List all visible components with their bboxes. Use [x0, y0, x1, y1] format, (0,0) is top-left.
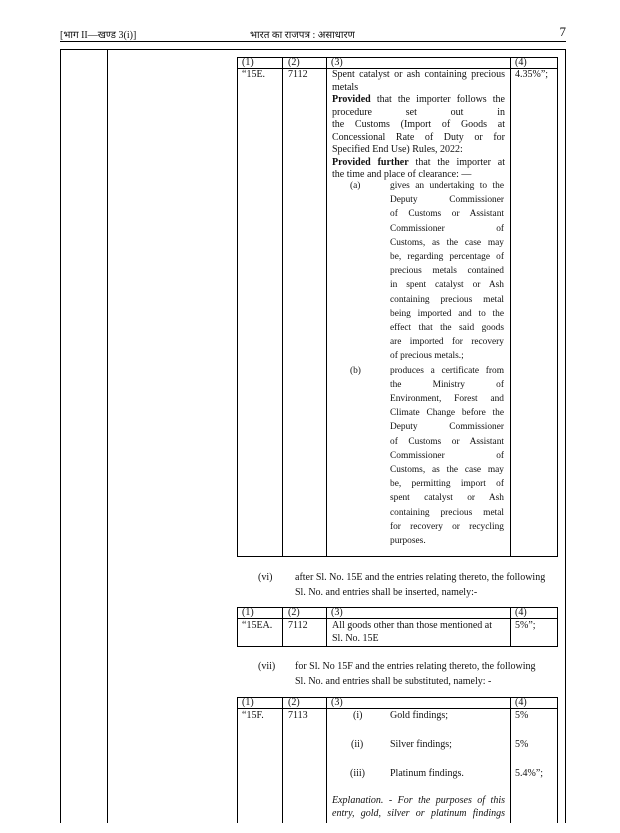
proviso-lead: Provided	[332, 94, 371, 105]
table-15f-col-divider	[510, 697, 511, 823]
table-15f-col-divider	[282, 697, 283, 823]
table-15ea-header-rule	[237, 618, 558, 619]
table-15e-col-divider	[282, 57, 283, 557]
clause-line: be, regarding percentage of	[390, 252, 504, 262]
page-number: 7	[559, 24, 566, 39]
clause-line: for recovery or recycling	[390, 521, 504, 532]
clause-line: produces a certificate from	[390, 365, 504, 376]
proviso-lead: Provided further	[332, 156, 409, 168]
col-head-3: (3)	[331, 57, 343, 68]
proviso-text: that the importer at	[415, 156, 505, 168]
col-head-1: (1)	[242, 607, 254, 618]
table-15f-col-divider	[326, 697, 327, 823]
table-15e-col-divider	[326, 57, 327, 557]
clause-line: precious metals contained	[390, 266, 504, 277]
proviso-line: Concessional Rate of Duty or for	[332, 131, 505, 143]
proviso-line: Specified End Use) Rules, 2022:	[332, 144, 463, 155]
outer-right-border	[565, 49, 566, 823]
outer-top-border	[60, 49, 566, 50]
page-header	[60, 25, 566, 42]
table-15f-header-rule	[237, 708, 558, 709]
col-head-2: (2)	[288, 697, 300, 708]
clause-line: Deputy Commissioner	[390, 195, 504, 206]
duty-rate: 5%	[515, 710, 529, 721]
clause-line: be, permitting import of	[390, 479, 504, 490]
duty-rate: 5.4%”;	[515, 768, 544, 779]
instruction-line: Sl. No. and entries shall be substituted, namely: -	[295, 676, 492, 687]
col-head-1: (1)	[242, 57, 254, 68]
clause-line: gives an undertaking to the	[390, 181, 504, 191]
clause-line: Customs, as the case may	[390, 237, 504, 248]
proviso-line: the time and place of clearance: —	[332, 169, 472, 180]
clause-line: are imported for recovery	[390, 337, 504, 348]
clause-line: in spent catalyst or Ash	[390, 280, 504, 291]
description-line: Spent catalyst or ash containing precious	[332, 69, 505, 80]
tariff-heading: 7112	[288, 620, 308, 631]
serial-number: “15EA.	[242, 620, 273, 631]
proviso-text: that the importer follows the	[376, 94, 505, 105]
description-line: Sl. No. 15E	[332, 632, 379, 644]
clause-line: being imported and to the	[390, 308, 504, 319]
col-head-4: (4)	[515, 697, 527, 708]
clause-line: containing precious metal	[390, 507, 504, 518]
serial-number: “15E.	[242, 69, 266, 80]
clause-line: Customs, as the case may	[390, 465, 504, 475]
proviso-line: procedure set out in	[332, 106, 505, 118]
table-15ea-col-divider	[282, 607, 283, 647]
col-head-4: (4)	[515, 607, 527, 618]
duty-rate: 5%”;	[515, 620, 536, 631]
duty-rate: 4.35%”;	[515, 69, 549, 80]
clause-line: the Ministry of	[390, 379, 504, 390]
tariff-heading: 7112	[288, 69, 308, 80]
table-15ea-col-divider	[326, 607, 327, 647]
clause-line: Environment, Forest and	[390, 394, 504, 404]
col-head-2: (2)	[288, 57, 300, 68]
proviso-first-line	[332, 157, 505, 169]
outer-left-border	[60, 49, 61, 823]
table-15ea-col-divider	[510, 607, 511, 647]
explanation-line: Explanation. - For the purposes of this	[332, 795, 505, 806]
clause-line: of Customs or Assistant	[390, 209, 504, 220]
clause-line: Climate Change before the	[390, 408, 504, 419]
description-line: All goods other than those mentioned at	[332, 620, 492, 631]
clause-line: of precious metals.;	[390, 351, 464, 362]
proviso-line: the Customs (Import of Goods at	[332, 119, 505, 130]
table-15e-col-divider	[510, 57, 511, 557]
sub-item-number: (ii)	[351, 739, 364, 750]
instruction-line: after Sl. No. 15E and the entries relating thereto, the following	[295, 572, 546, 583]
explanation-line: entry, gold, silver or platinum findings	[332, 807, 505, 819]
col-head-2: (2)	[288, 607, 300, 618]
clause-marker: (a)	[350, 181, 361, 191]
duty-rate: 5%	[515, 739, 529, 750]
clause-line: Commissioner of	[390, 223, 504, 234]
inner-left-border	[107, 49, 108, 823]
sub-item-number: (iii)	[350, 768, 365, 779]
col-head-3: (3)	[331, 697, 343, 708]
col-head-4: (4)	[515, 57, 527, 68]
clause-line: containing precious metal	[390, 294, 504, 305]
sub-item-text: Silver findings;	[390, 739, 452, 750]
clause-line: effect that the said goods	[390, 323, 504, 333]
sub-item-number: (i)	[353, 710, 363, 721]
clause-line: of Customs or Assistant	[390, 436, 504, 447]
instruction-line: Sl. No. and entries shall be inserted, namely:-	[295, 587, 478, 598]
proviso-first-line	[332, 94, 505, 106]
col-head-3: (3)	[331, 607, 343, 618]
instruction-line: for Sl. No 15F and the entries relating thereto, the following	[295, 661, 536, 672]
sub-item-text: Platinum findings.	[390, 768, 464, 779]
sub-item-text: Gold findings;	[390, 710, 449, 721]
clause-line: purposes.	[390, 536, 426, 546]
gazette-title: भारत का राजपत्र : असाधारण	[250, 30, 355, 41]
gazette-part: [भाग II—खण्ड 3(i)]	[60, 30, 137, 41]
clause-marker: (b)	[350, 365, 361, 376]
item-number: (vii)	[258, 661, 276, 672]
clause-line: spent catalyst or Ash	[390, 493, 504, 504]
item-number: (vi)	[258, 572, 273, 583]
tariff-heading: 7113	[288, 710, 308, 721]
clause-line: Deputy Commissioner	[390, 422, 504, 433]
clause-line: Commissioner of	[390, 450, 504, 461]
serial-number: “15F.	[242, 710, 264, 721]
col-head-1: (1)	[242, 697, 254, 708]
description-line: metals	[332, 81, 359, 93]
